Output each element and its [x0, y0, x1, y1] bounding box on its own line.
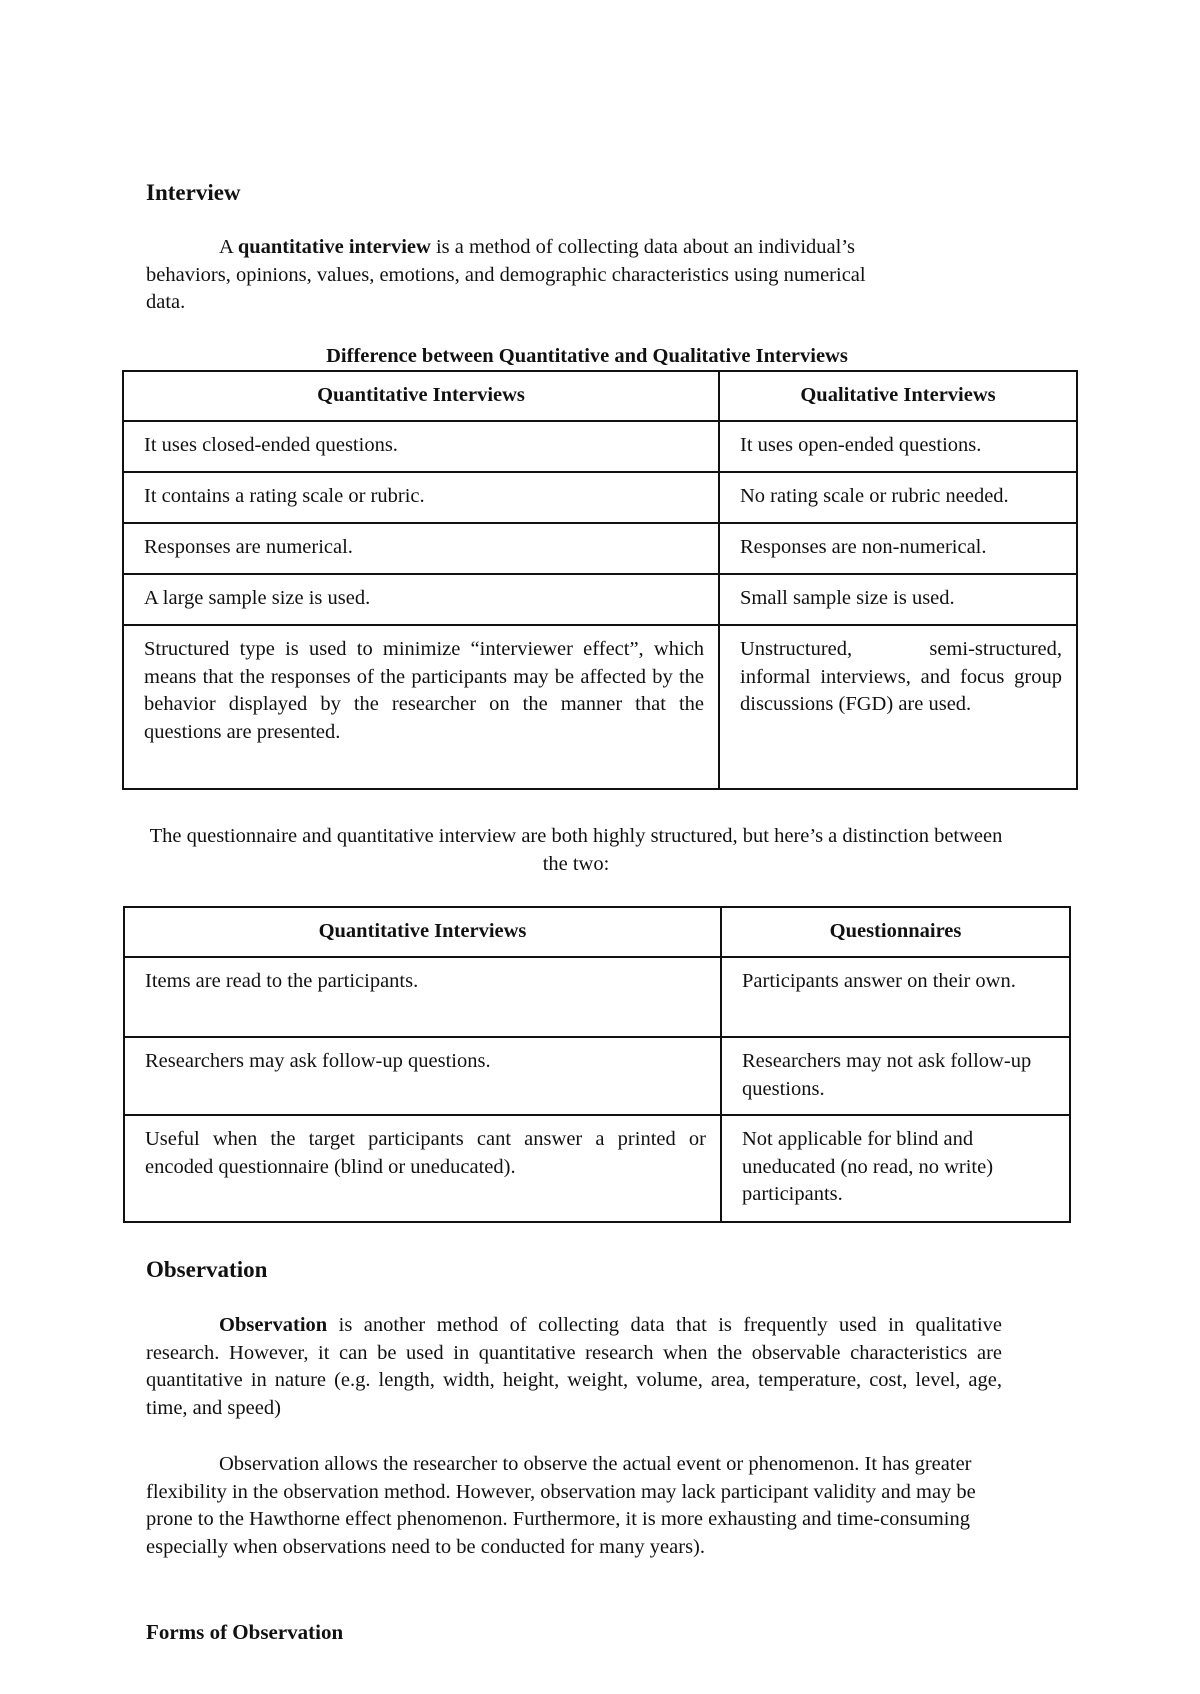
- header-cell: Quantitative Interviews: [123, 371, 719, 421]
- header-cell: Questionnaires: [721, 907, 1070, 957]
- table-row: [123, 625, 1077, 789]
- table-row: [123, 574, 1077, 625]
- cell: It contains a rating scale or rubric.: [123, 472, 719, 523]
- intro-prefix: A: [219, 236, 238, 258]
- comparison-table-interviews: [122, 370, 1078, 790]
- header-cell: Qualitative Interviews: [719, 371, 1077, 421]
- cell: A large sample size is used.: [123, 574, 719, 625]
- cell: Responses are non-numerical.: [719, 523, 1077, 574]
- table-header-row: [123, 371, 1077, 421]
- cell: Small sample size is used.: [719, 574, 1077, 625]
- table-row: [124, 957, 1070, 1037]
- p1-rest: is another method of collecting data that is frequently used in qualitative research. However, it can be used in quantitative research when the observable characteristics are quantitative in nature (e.g. length, width, height, weight, volume, area, temperature, cost, level, age, time, and speed): [146, 1314, 1002, 1419]
- cell: Researchers may ask follow-up questions.: [124, 1037, 721, 1115]
- interview-heading: Interview: [146, 180, 241, 205]
- table-row: [123, 421, 1077, 472]
- cell: It uses closed-ended questions.: [123, 421, 719, 472]
- intro-bold-term: quantitative interview: [237, 236, 431, 258]
- table-row: [123, 472, 1077, 523]
- cell: Items are read to the participants.: [124, 957, 721, 1037]
- interview-intro: [146, 234, 906, 317]
- cell: Useful when the target participants cant answer a printed or encoded questionnaire (blind or uneducated).: [124, 1115, 721, 1222]
- forms-of-observation-heading: Forms of Observation: [146, 1620, 344, 1644]
- cell: No rating scale or rubric needed.: [719, 472, 1077, 523]
- cell: It uses open-ended questions.: [719, 421, 1077, 472]
- observation-paragraph-2: Observation allows the researcher to observe the actual event or phenomenon. It has greater flexibility in the observation method. However, observation may lack participant validity and may be prone to the Hawthorne effect phenomenon. Furthermore, it is more exhausting and time-consuming especially when observations need to be conducted for many years).: [146, 1453, 976, 1558]
- header-cell: Quantitative Interviews: [124, 907, 721, 957]
- observation-paragraph-1: [146, 1312, 1002, 1422]
- table1-caption: Difference between Quantitative and Qualitative Interviews: [326, 345, 848, 367]
- cell: Not applicable for blind and uneducated (no read, no write) participants.: [721, 1115, 1070, 1222]
- cell: Structured type is used to minimize “interviewer effect”, which means that the responses of the participants may be affected by the behavior displayed by the researcher on the manner that the questions are presented.: [123, 625, 719, 789]
- cell: Responses are numerical.: [123, 523, 719, 574]
- cell: Researchers may not ask follow-up questions.: [721, 1037, 1070, 1115]
- intro-rest: is a method of collecting data about an individual’s behaviors, opinions, values, emotions, and demographic characteristics using numerical data.: [146, 236, 866, 313]
- between-text: The questionnaire and quantitative interview are both highly structured, but here’s a distinction between the two:: [149, 825, 1003, 875]
- observation-heading: Observation: [146, 1257, 268, 1282]
- comparison-table-questionnaires: [123, 906, 1071, 1223]
- cell: Unstructured, semi-structured, informal interviews, and focus group discussions (FGD) are used.: [719, 625, 1077, 789]
- table-row: [123, 523, 1077, 574]
- table-row: [124, 1037, 1070, 1115]
- observation-bold-term: Observation: [219, 1314, 328, 1336]
- table-header-row: [124, 907, 1070, 957]
- cell: Participants answer on their own.: [721, 957, 1070, 1037]
- table-row: [124, 1115, 1070, 1222]
